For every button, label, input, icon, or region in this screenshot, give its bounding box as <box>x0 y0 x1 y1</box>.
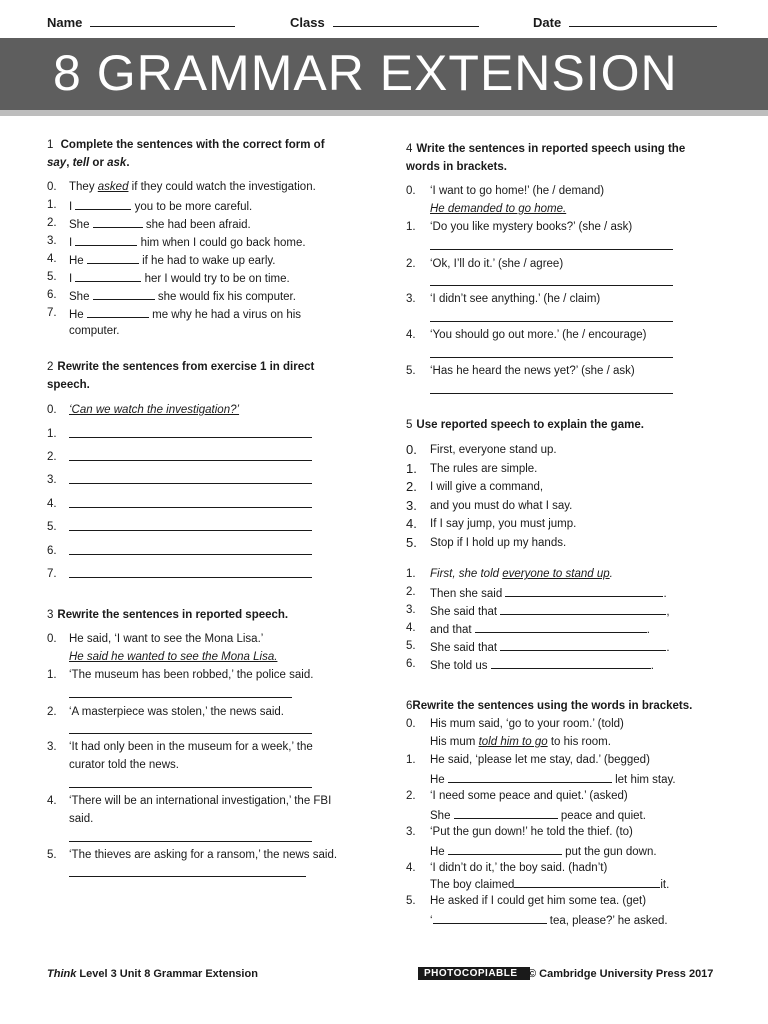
answer-blank[interactable] <box>514 876 660 888</box>
exercise-number: 6 <box>406 700 413 712</box>
item-text: She said that <box>430 642 498 654</box>
item-number: 7. <box>47 307 57 319</box>
answer-blank[interactable] <box>475 621 647 633</box>
answer-blank[interactable] <box>448 771 612 783</box>
item-text: ‘ <box>430 915 433 927</box>
item-text: ‘Do you like mystery books?’ (she / ask) <box>430 221 633 233</box>
answer-line[interactable] <box>430 249 673 250</box>
answer-line[interactable] <box>69 483 312 484</box>
class-field[interactable] <box>290 14 479 30</box>
example-answer: everyone to stand up <box>502 568 610 580</box>
item-number: 2. <box>406 258 416 270</box>
item-text: you to be more careful. <box>134 201 253 213</box>
date-blank[interactable] <box>569 14 717 27</box>
answer-line[interactable] <box>430 321 673 322</box>
item-number: 4. <box>47 795 57 807</box>
item-text: ‘I didn’t do it,’ the boy said. (hadn’t) <box>430 862 608 874</box>
item-text: He asked if I could get him some tea. (get) <box>430 895 647 907</box>
item-number: 1. <box>47 199 57 211</box>
item-text: He <box>69 255 84 267</box>
item-text: His mum <box>430 736 476 748</box>
item-text: She <box>69 291 90 303</box>
footer-brand: Think <box>47 968 77 980</box>
answer-blank[interactable] <box>75 270 141 282</box>
exercise-number: 4 <box>406 143 413 155</box>
instruction-text: Rewrite the sentences in reported speech. <box>57 609 289 621</box>
item-text: it. <box>660 879 670 891</box>
answer-blank[interactable] <box>93 288 155 300</box>
item-text: . <box>609 568 613 580</box>
item-text: Stop if I hold up my hands. <box>430 537 567 549</box>
instruction-or: or <box>92 157 104 169</box>
item-number: 3. <box>47 474 57 486</box>
example-answer: He demanded to go home. <box>430 203 567 215</box>
footer-course-info <box>47 968 258 980</box>
item-number: 6. <box>406 658 416 670</box>
item-text: She said that <box>430 606 498 618</box>
instruction-text: Complete the sentences with the correct form of <box>60 139 325 151</box>
item-number: 0. <box>47 404 57 416</box>
ex6-example-answer <box>430 735 611 749</box>
item-number: 7. <box>47 568 57 580</box>
item-number: 3. <box>47 741 57 753</box>
item-text: she would fix his computer. <box>157 291 296 303</box>
item-text: put the gun down. <box>565 846 657 858</box>
item-text: tea, please?’ he asked. <box>549 915 668 927</box>
ex6-item-5-answer <box>430 912 668 928</box>
item-number: 1. <box>406 568 416 580</box>
ex3-item-4-continued: said. <box>69 813 94 825</box>
item-text: ‘The museum has been robbed,’ the police said. <box>69 669 314 681</box>
answer-line[interactable] <box>69 460 312 461</box>
item-text: They <box>69 181 95 193</box>
item-text: He <box>430 846 445 858</box>
exercise-number: 2 <box>47 361 54 373</box>
item-number: 6. <box>47 545 57 557</box>
item-number: 3. <box>406 826 416 838</box>
item-text: . <box>663 588 667 600</box>
item-number: 5. <box>406 895 416 907</box>
item-number: 5. <box>406 535 417 550</box>
item-number: 2. <box>406 479 417 494</box>
item-number: 0. <box>406 185 416 197</box>
example-answer: He said he wanted to see the Mona Lisa. <box>69 651 278 663</box>
item-text: If I say jump, you must jump. <box>430 518 577 530</box>
item-text: if he had to wake up early. <box>142 255 276 267</box>
item-text: him when I could go back home. <box>140 237 306 249</box>
item-text: . <box>650 660 654 672</box>
date-field[interactable] <box>533 14 717 30</box>
instruction-say: say <box>47 157 67 169</box>
item-number: 4. <box>47 498 57 510</box>
instruction-tell: tell <box>72 157 90 169</box>
item-number: 6. <box>47 289 57 301</box>
answer-line[interactable] <box>69 733 312 734</box>
item-text: She told us <box>430 660 488 672</box>
item-text: ‘I need some peace and quiet.’ (asked) <box>430 790 628 802</box>
photocopiable-badge: PHOTOCOPIABLE <box>418 967 530 980</box>
answer-blank[interactable] <box>491 657 651 669</box>
instruction-text: Rewrite the sentences from exercise 1 in direct speech. <box>47 361 315 391</box>
item-number: 4. <box>406 329 416 341</box>
item-text: She <box>430 810 451 822</box>
item-number: 0. <box>406 718 416 730</box>
item-text: ‘Has he heard the news yet?’ (she / ask) <box>430 365 635 377</box>
answer-line[interactable] <box>69 507 312 508</box>
item-number: 2. <box>47 706 57 718</box>
item-number: 1. <box>406 754 416 766</box>
exercise-number: 1 <box>47 139 54 151</box>
item-number: 4. <box>406 622 416 634</box>
instruction-end: . <box>126 157 130 169</box>
item-text: His mum said, ‘go to your room.’ (told) <box>430 718 624 730</box>
item-text: He <box>430 774 445 786</box>
name-label: Name <box>47 15 83 30</box>
instruction-text: Use reported speech to explain the game. <box>416 419 644 431</box>
ex6-item-3-answer <box>430 843 657 859</box>
item-text: ‘There will be an international investigation,’ the FBI <box>69 795 332 807</box>
answer-blank[interactable] <box>454 807 558 819</box>
item-number: 5. <box>47 271 57 283</box>
answer-blank[interactable] <box>87 252 139 264</box>
answer-line[interactable] <box>430 393 673 394</box>
copyright-notice: © Cambridge University Press 2017 <box>528 968 714 980</box>
class-label: Class <box>290 15 325 30</box>
ex6-item-1-answer <box>430 771 676 787</box>
answer-blank[interactable] <box>87 306 149 318</box>
item-number: 5. <box>47 521 57 533</box>
item-number: 4. <box>47 253 57 265</box>
item-number: 2. <box>47 217 57 229</box>
item-text: ‘Put the gun down!’ he told the thief. (to) <box>430 826 633 838</box>
example-answer: asked <box>97 181 129 193</box>
item-text: ‘I want to go home!’ (he / demand) <box>430 185 605 197</box>
item-number: 5. <box>406 640 416 652</box>
item-number: 3. <box>406 604 416 616</box>
exercise-number: 5 <box>406 419 413 431</box>
date-label: Date <box>533 15 562 30</box>
exercise-4-instructions <box>406 140 706 176</box>
instruction-text: Rewrite the sentences using the words in brackets. <box>412 700 693 712</box>
class-blank[interactable] <box>333 14 479 27</box>
answer-blank[interactable] <box>93 216 143 228</box>
item-number: 1. <box>406 221 416 233</box>
answer-blank[interactable] <box>505 585 663 597</box>
item-text: ‘Ok, I’ll do it.’ (she / agree) <box>430 258 564 270</box>
answer-blank[interactable] <box>448 843 562 855</box>
item-number: 2. <box>47 451 57 463</box>
item-text: . <box>646 624 650 636</box>
answer-line[interactable] <box>69 876 306 877</box>
exercise-number: 3 <box>47 609 54 621</box>
answer-line[interactable] <box>69 530 312 531</box>
instruction-sep: , <box>66 157 70 169</box>
answer-blank[interactable] <box>75 234 137 246</box>
item-text: me why he had a virus on his <box>152 309 302 321</box>
student-info-line <box>0 12 768 34</box>
item-text: First, she told <box>430 568 500 580</box>
answer-blank[interactable] <box>433 912 547 924</box>
name-field[interactable] <box>47 14 235 30</box>
exercise-5-instructions <box>406 416 706 434</box>
item-text: I <box>69 237 73 249</box>
answer-blank[interactable] <box>500 639 666 651</box>
ex1-item-7-continued: computer. <box>69 325 120 337</box>
answer-line[interactable] <box>430 285 673 286</box>
exercise-1-instructions <box>47 136 352 172</box>
item-number: 5. <box>47 849 57 861</box>
answer-line[interactable] <box>69 841 312 842</box>
item-number: 1. <box>406 461 417 476</box>
item-number: 5. <box>406 365 416 377</box>
item-number: 2. <box>406 790 416 802</box>
title-banner-shadow <box>0 110 768 116</box>
item-number: 3. <box>47 235 57 247</box>
answer-line[interactable] <box>69 697 292 698</box>
answer-line[interactable] <box>69 787 312 788</box>
item-text: I <box>69 201 73 213</box>
instruction-text: Write the sentences in reported speech using the words in brackets. <box>406 143 686 173</box>
footer-unit: Level 3 Unit 8 Grammar Extension <box>76 968 258 980</box>
item-text: He said, ‘please let me stay, dad.’ (begged) <box>430 754 650 766</box>
item-text: The boy claimed <box>430 879 515 891</box>
item-number: 0. <box>406 442 417 457</box>
item-text: peace and quiet. <box>560 810 646 822</box>
item-text: Then she said <box>430 588 503 600</box>
example-answer: told him to go <box>478 736 548 748</box>
item-text: ‘You should go out more.’ (he / encourage) <box>430 329 647 341</box>
example-answer: ‘Can we watch the investigation?’ <box>69 404 240 416</box>
item-number: 3. <box>406 293 416 305</box>
ex6-item-2-answer <box>430 807 646 823</box>
item-text: He said, ‘I want to see the Mona Lisa.’ <box>69 633 264 645</box>
name-blank[interactable] <box>90 14 235 27</box>
item-text: . <box>666 642 670 654</box>
exercise-6-instructions <box>406 697 726 715</box>
answer-line[interactable] <box>69 577 312 578</box>
item-number: 4. <box>406 862 416 874</box>
item-text: and that <box>430 624 472 636</box>
item-text: if they could watch the investigation. <box>131 181 316 193</box>
item-number: 0. <box>47 633 57 645</box>
answer-blank[interactable] <box>500 603 666 615</box>
item-text: I will give a command, <box>430 481 544 493</box>
ex6-item-4-answer <box>430 876 669 892</box>
answer-line[interactable] <box>430 357 673 358</box>
item-text: , <box>666 606 670 618</box>
item-text: The rules are simple. <box>430 463 538 475</box>
item-text: First, everyone stand up. <box>430 444 557 456</box>
item-number: 1. <box>47 669 57 681</box>
item-text: her I would try to be on time. <box>144 273 290 285</box>
exercise-3-instructions <box>47 606 347 624</box>
answer-blank[interactable] <box>75 198 131 210</box>
instruction-ask: ask <box>107 157 127 169</box>
item-text: He <box>69 309 84 321</box>
answer-line[interactable] <box>69 554 312 555</box>
item-number: 3. <box>406 498 417 513</box>
item-text: ‘A masterpiece was stolen,’ the news said. <box>69 706 284 718</box>
exercise-2-instructions <box>47 358 347 394</box>
item-text: ‘The thieves are asking for a ransom,’ the news said. <box>69 849 338 861</box>
page-title: 8 GRAMMAR EXTENSION <box>53 45 678 101</box>
item-text: She <box>69 219 90 231</box>
item-text: to his room. <box>550 736 611 748</box>
item-text: and you must do what I say. <box>430 500 573 512</box>
item-text: she had been afraid. <box>145 219 251 231</box>
ex3-item-3-continued: curator told the news. <box>69 759 179 771</box>
item-number: 4. <box>406 516 417 531</box>
item-text: let him stay. <box>615 774 676 786</box>
answer-line[interactable] <box>69 437 312 438</box>
item-text: ‘I didn’t see anything.’ (he / claim) <box>430 293 601 305</box>
item-number: 2. <box>406 586 416 598</box>
item-text: ‘It had only been in the museum for a week,’ the <box>69 741 313 753</box>
item-number: 0. <box>47 181 57 193</box>
item-text: I <box>69 273 73 285</box>
item-number: 1. <box>47 428 57 440</box>
